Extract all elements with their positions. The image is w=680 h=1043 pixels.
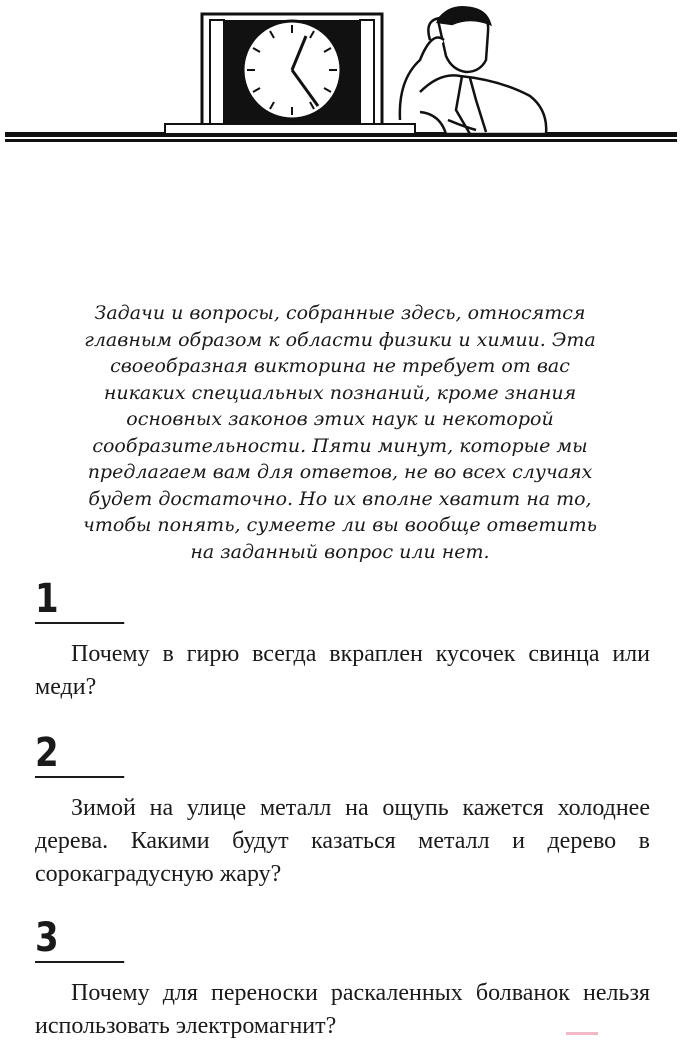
question-2: [35, 732, 650, 891]
question-3: [35, 917, 650, 1043]
question-number: 3: [35, 917, 124, 963]
question-number: 2: [35, 732, 124, 778]
question-text: Почему в гирю всегда вкраплен кусочек свинца или меди?: [35, 641, 650, 700]
question-text: Зимой на улице металл на ощупь кажется холоднее дерева. Какими будут казаться металл и дерево в сорокаградусную жару?: [35, 795, 650, 887]
clock-icon: [165, 14, 415, 134]
question-number: 1: [35, 578, 124, 624]
question-1: [35, 578, 650, 704]
question-text: Почему для переноски раскаленных болванок нельзя использовать электромагнит?: [35, 980, 650, 1039]
intro-paragraph: Задачи и вопросы, собранные здесь, относятся главным образом к области физики и химии. Эта своеобразная викторина не требует от вас никаких специальных познаний, кроме знания основных законов этих наук и некоторой сообразительности. Пяти минут, которые мы предлагаем вам для ответов, не во всех случаях будет достаточно. Но их вполне хватит на то, чтобы понять, сумеете ли вы вообще ответить на заданный вопрос или нет.: [83, 302, 597, 563]
header-illustration: [0, 0, 680, 160]
thinking-man-icon: [400, 7, 546, 134]
page-edge-mark: [566, 1032, 598, 1035]
